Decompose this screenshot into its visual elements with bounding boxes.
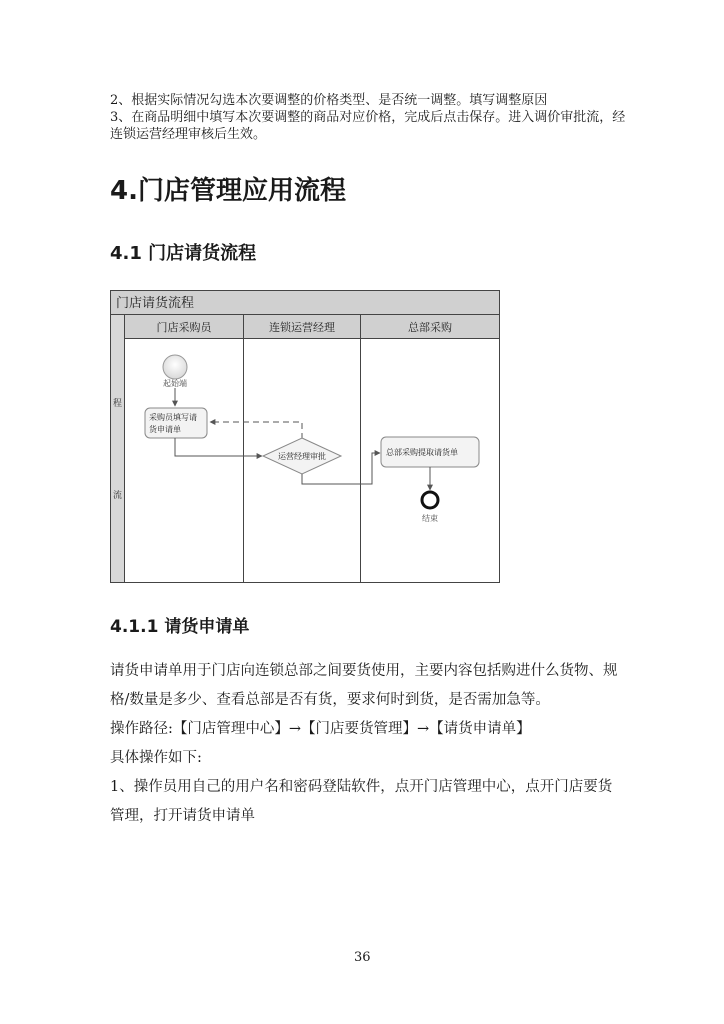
end-label: 结束 — [422, 514, 438, 523]
operation-path: 操作路径:【门店管理中心】→【门店要货管理】→【请货申请单】 — [110, 721, 531, 737]
body-p1-line-2: 格/数量是多少、查看总部是否有货，要求何时到货，是否需加急等。 — [110, 692, 550, 708]
decision-label: 运营经理审批 — [278, 452, 326, 461]
lane-header-hq-purchasing: 总部采购 — [408, 321, 452, 334]
flow-diagram — [110, 290, 500, 583]
body-p1-line-1: 请货申请单用于门店向连锁总部之间要货使用，主要内容包括购进什么货物、规 — [110, 663, 618, 679]
page-number: 36 — [354, 950, 371, 965]
side-label-top: 程 — [113, 399, 123, 409]
lane-header-ops-manager: 连锁运营经理 — [269, 321, 335, 334]
side-band — [111, 315, 125, 583]
lane-header-store-buyer: 门店采购员 — [156, 321, 212, 334]
start-node — [163, 355, 187, 379]
swimlane-svg — [110, 290, 500, 583]
step-1-line-1: 1、操作员用自己的用户名和密码登陆软件，点开门店管理中心，点开门店要货 — [110, 779, 613, 795]
section-heading-4-1: 4.1 门店请货流程 — [110, 243, 257, 264]
step-1-line-2: 管理，打开请货申请单 — [110, 808, 255, 824]
intro-line-1: 2、根据实际情况勾选本次要调整的价格类型、是否统一调整。填写调整原因 — [110, 93, 548, 108]
end-node — [422, 492, 438, 508]
diagram-title: 门店请货流程 — [116, 296, 195, 311]
start-label: 起始端 — [163, 379, 187, 388]
side-label-bottom: 流 — [113, 491, 123, 501]
section-heading-4-1-1: 4.1.1 请货申请单 — [110, 617, 250, 637]
step-fill-request-line-1: 采购员填写请 — [149, 413, 197, 422]
step-fill-request-line-2: 货申请单 — [149, 425, 181, 434]
section-heading-4: 4.门店管理应用流程 — [110, 176, 346, 206]
intro-line-3: 连锁运营经理审核后生效。 — [110, 127, 267, 142]
step-hq-extract-label: 总部采购提取请货单 — [386, 448, 458, 457]
intro-line-2: 3、在商品明细中填写本次要调整的商品对应价格，完成后点击保存。进入调价审批流，经 — [110, 110, 626, 125]
steps-intro: 具体操作如下: — [110, 750, 202, 766]
